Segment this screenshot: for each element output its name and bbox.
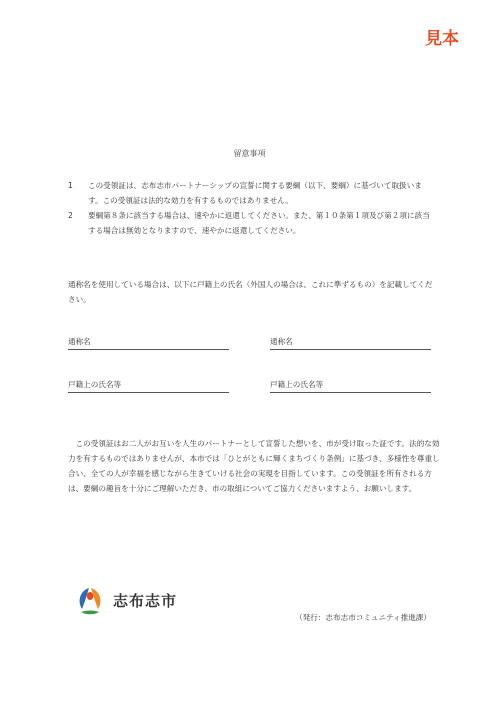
notes-list [68,178,434,238]
note-item [68,208,434,238]
legal-name-label: 戸籍上の氏名等 [270,380,324,389]
legal-name-field-1[interactable] [68,379,229,393]
alias-label: 通称名 [270,337,293,346]
signature-line [270,349,431,350]
alias-field-2[interactable] [270,336,431,350]
certificate-message: この受領証はお二人がお互いを人生のパートナーとして宣誓した想いを、市が受け取った証です。法的な効力を有するものではありませんが、本市では「ひとがともに輝くまちづくり条例」に基づき、多様性を尊重し合い、全ての人が幸福を感じながら生きていける社会の実現を目指しています。この受領証を所有される方は、要綱の趣旨を十分にご理解いただき、市の取組についてご協力くださいますよう、お願いします。 [68,439,440,493]
city-emblem-icon [74,585,106,617]
alias-label: 通称名 [68,337,91,346]
note-text: この受領証は、志布志市パートナーシップの宣誓に関する要綱（以下、要綱）に基づいて取扱います。この受領証は法的な効力を有するものではありません。 [88,181,422,205]
note-number: 1 [68,181,73,190]
legal-name-field-2[interactable] [270,379,431,393]
alias-instruction: 通称名を使用している場合は、以下に戸籍上の氏名（外国人の場合は、これに準ずるもの）を記載してください。 [68,280,433,304]
note-text: 要綱第８条に該当する場合は、速やかに返還してください。また、第１０条第１項及び第２項に該当する場合は無効となりますので、速やかに返還してください。 [88,211,430,235]
signature-line [270,392,431,393]
signature-line [68,392,229,393]
sample-stamp: 見本 [425,29,459,49]
city-name: 志布志市 [113,592,178,610]
notes-title: 留意事項 [233,149,266,158]
alias-field-1[interactable] [68,336,229,350]
signature-line [68,349,229,350]
note-number: 2 [68,211,73,220]
note-item [68,178,434,208]
publisher-note: （発行：志布志市コミュニティ推進課） [295,613,431,622]
legal-name-label: 戸籍上の氏名等 [68,380,122,389]
